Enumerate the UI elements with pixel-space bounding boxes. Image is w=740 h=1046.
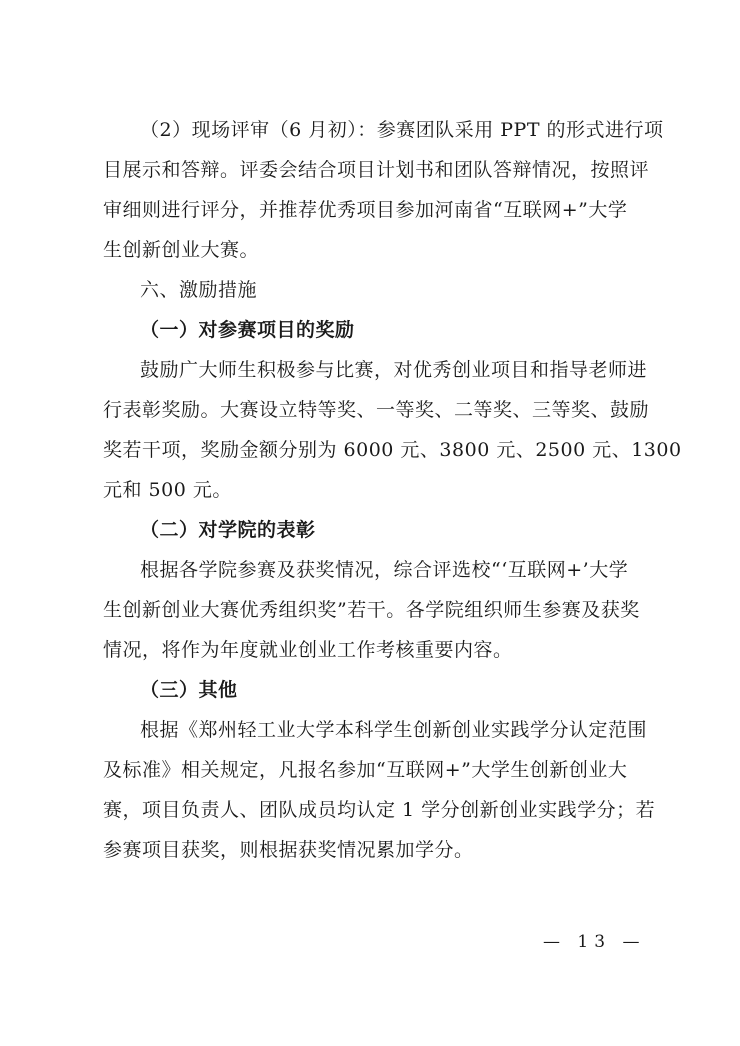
sub-three-paragraph-line-4: 参赛项目获奖，则根据获奖情况累加学分。 <box>103 839 474 861</box>
sub-three-heading: （三）其他 <box>140 679 238 701</box>
sub-two-paragraph-line-3: 情况，将作为年度就业创业工作考核重要内容。 <box>103 639 513 661</box>
sub-one-heading: （一）对参赛项目的奖励 <box>140 319 355 341</box>
sub-three-paragraph-line-3: 赛，项目负责人、团队成员均认定 1 学分创新创业实践学分；若 <box>103 799 656 821</box>
page-number: — 13 — <box>543 932 646 952</box>
review-paragraph-line-1: （2）现场评审（6 月初）：参赛团队采用 PPT 的形式进行项 <box>140 119 664 141</box>
sub-one-paragraph-line-2: 行表彰奖励。大赛设立特等奖、一等奖、二等奖、三等奖、鼓励 <box>103 399 650 421</box>
sub-two-paragraph-line-1: 根据各学院参赛及获奖情况，综合评选校“‘互联网+’大学 <box>140 559 629 581</box>
sub-three-paragraph-line-1: 根据《郑州轻工业大学本科学生创新创业实践学分认定范围 <box>140 719 648 741</box>
sub-one-paragraph-line-1: 鼓励广大师生积极参与比赛，对优秀创业项目和指导老师进 <box>140 359 648 381</box>
review-paragraph-line-2: 目展示和答辩。评委会结合项目计划书和团队答辩情况，按照评 <box>103 159 650 181</box>
sub-one-paragraph-line-3: 奖若干项，奖励金额分别为 6000 元、3800 元、2500 元、1300 <box>103 439 682 461</box>
review-paragraph-line-4: 生创新创业大赛。 <box>103 239 260 261</box>
review-paragraph-line-3: 审细则进行评分，并推荐优秀项目参加河南省“互联网+”大学 <box>103 199 628 221</box>
sub-two-paragraph-line-2: 生创新创业大赛优秀组织奖”若干。各学院组织师生参赛及获奖 <box>103 599 640 621</box>
sub-two-heading: （二）对学院的表彰 <box>140 519 316 541</box>
section-six-heading: 六、激励措施 <box>140 279 258 301</box>
sub-three-paragraph-line-2: 及标准》相关规定，凡报名参加“互联网+”大学生创新创业大 <box>103 759 628 781</box>
sub-one-paragraph-line-4: 元和 500 元。 <box>103 479 232 501</box>
